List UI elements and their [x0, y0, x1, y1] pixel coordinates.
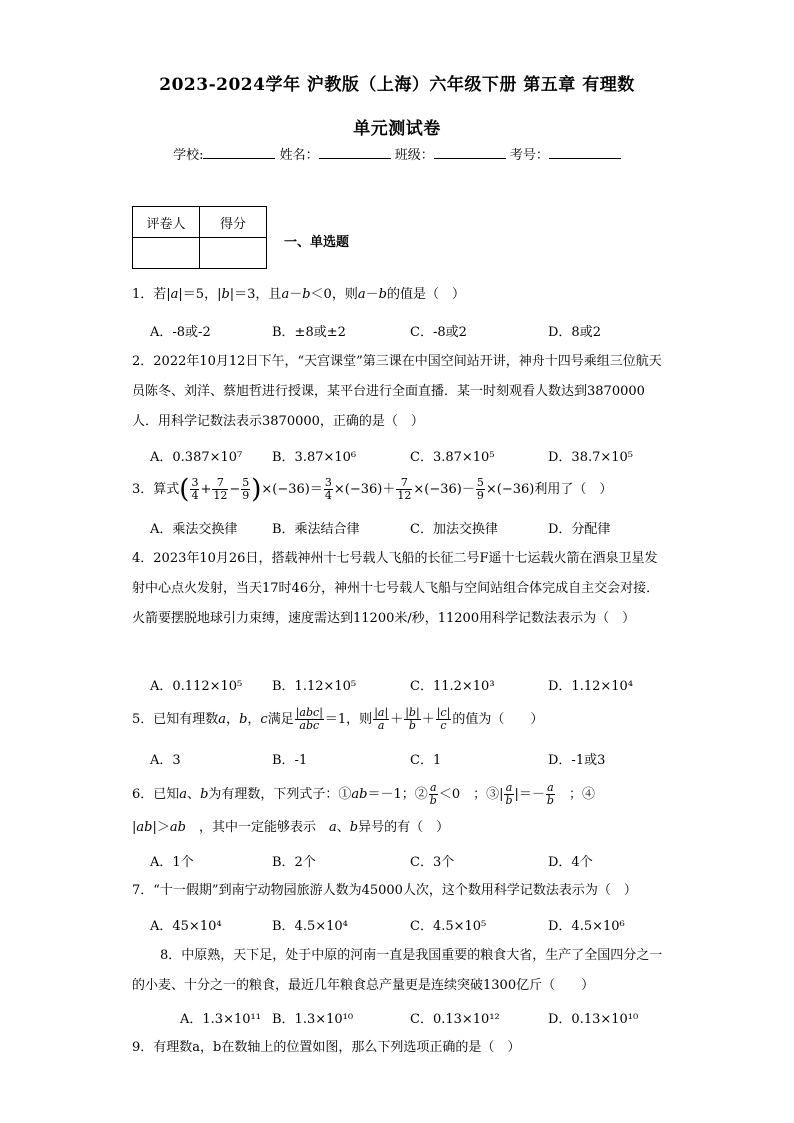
- student-info-line: [0, 144, 794, 163]
- option-c[interactable]: C．0.13×10¹²: [410, 1012, 500, 1027]
- page-subtitle: 单元测试卷: [353, 119, 441, 139]
- option-a[interactable]: A．45×10⁴: [150, 919, 222, 934]
- option-a[interactable]: A．乘法交换律: [150, 522, 238, 537]
- option-b[interactable]: B．1.3×10¹⁰: [272, 1012, 354, 1027]
- question-4-options: [150, 675, 670, 699]
- class-label: 班级：: [394, 148, 434, 163]
- question-7: 7．“十一假期”到南宁动物园旅游人数为45000人次，这个数用科学记数法表示为（ ）: [132, 883, 637, 898]
- question-2: 2．2022年10月12日下午，“天宫课堂”第三课在中国空间站开讲，神舟十四号乘组三位航天员陈冬、刘洋、蔡旭哲进行授课，某平台进行全面直播．某一时刻观看人数达到3870000人．用科学记数法表示3870000，正确的是（ ）: [132, 354, 662, 429]
- name-field[interactable]: [319, 146, 391, 159]
- option-a[interactable]: A．1.3×10¹¹: [180, 1012, 261, 1027]
- option-b[interactable]: B．乘法结合律: [272, 522, 360, 537]
- option-d[interactable]: D．-1或3: [548, 753, 606, 768]
- exam-no-label: 考号：: [509, 148, 549, 163]
- question-8: 8．中原熟，天下足，处于中原的河南一直是我国重要的粮食大省，生产了全国四分之一的小麦、十分之一的粮食，最近几年粮食总产量更是连续突破1300亿斤（ ）: [132, 948, 663, 993]
- option-c[interactable]: C．1: [410, 753, 442, 768]
- option-a[interactable]: A．1个: [150, 855, 194, 870]
- option-a[interactable]: A．-8或-2: [150, 325, 211, 340]
- page-title: 2023-2024学年 沪教版（上海）六年级下册 第五章 有理数: [159, 75, 635, 95]
- option-d[interactable]: D．分配律: [548, 522, 611, 537]
- option-a[interactable]: A．3: [150, 753, 181, 768]
- option-d[interactable]: D．1.12×10⁴: [548, 679, 634, 694]
- option-d[interactable]: D．4.5×10⁶: [548, 919, 625, 934]
- option-c[interactable]: C．加法交换律: [410, 522, 498, 537]
- question-2-options: [150, 446, 670, 470]
- option-b[interactable]: B．2个: [272, 855, 316, 870]
- school-field[interactable]: [203, 146, 275, 159]
- question-4: 4．2023年10月26日，搭载神州十七号载人飞船的长征二号F遥十七运载火箭在酒泉卫星发射中心点火发射，当天17时46分，神州十七号载人飞船与空间站组合体完成自主交会对接．火箭要摆脱地球引力束缚，速度需达到11200米/秒，11200用科学记数法表示为（ ）: [132, 551, 660, 626]
- name-label: 姓名：: [279, 148, 319, 163]
- option-b[interactable]: B．-1: [272, 753, 308, 768]
- question-3: 3．算式( $\frac{3}{4}$ + $\frac{7}{12}$ − $\frac{5}{9}$ )×(−36)＝ $\frac{3}{4}$ ×(−36)＋ $\frac{7}{12}$ ×(−36)－ $\frac{5}{9}$ ×(−36)利用了（ ）: [132, 474, 613, 505]
- exam-no-field[interactable]: [549, 146, 621, 159]
- school-label: 学校:: [173, 148, 204, 163]
- option-d[interactable]: D．8或2: [548, 325, 601, 340]
- question-7-options: [150, 915, 670, 939]
- question-1-options: [150, 321, 670, 345]
- option-d[interactable]: D．4个: [548, 855, 593, 870]
- question-9: 9．有理数a，b在数轴上的位置如图，那么下列选项正确的是（ ）: [132, 1040, 521, 1055]
- grader-cell[interactable]: [133, 238, 200, 269]
- option-c[interactable]: C．4.5×10⁵: [410, 919, 487, 934]
- score-cell[interactable]: [200, 238, 267, 269]
- section-title: 一、单选题: [284, 235, 350, 250]
- option-c[interactable]: C．3.87×10⁵: [410, 450, 495, 465]
- question-6: 6．已知a、b为有理数，下列式子：①ab＝－1；② $\frac{a}{b}$ ＜0 ；③| $\frac{a}{b}$ |＝－ $\frac{a}{b}$ ；④: [132, 781, 595, 807]
- class-field[interactable]: [434, 146, 506, 159]
- grader-header: 评卷人: [133, 207, 200, 238]
- question-6-cont: |ab|＞ab ，其中一定能够表示 a、b异号的有（ ）: [132, 820, 450, 835]
- option-b[interactable]: B．4.5×10⁴: [272, 919, 348, 934]
- question-5: 5．已知有理数a，b，c满足 $\frac{\text{|abc|}}{\text{abc}}$ ＝1，则 $\frac{|a|}{a}$ ＋ $\frac{|b|}{b}$ ＋ $\frac{|c|}{c}$ 的值为（ ）: [132, 706, 544, 732]
- question-3-options: [150, 518, 670, 542]
- question-5-options: [150, 749, 670, 773]
- option-c[interactable]: C．-8或2: [410, 325, 467, 340]
- option-a[interactable]: A．0.387×10⁷: [150, 450, 243, 465]
- score-table: [132, 206, 267, 269]
- question-6-options: [150, 851, 670, 875]
- option-d[interactable]: D．0.13×10¹⁰: [548, 1012, 639, 1027]
- question-1: 1．若|a|＝5，|b|＝3，且a－b＜0，则a－b的值是（ ）: [132, 287, 465, 302]
- question-8-options: [180, 1008, 700, 1032]
- option-c[interactable]: C．3个: [410, 855, 455, 870]
- option-c[interactable]: C．11.2×10³: [410, 679, 495, 694]
- option-b[interactable]: B．±8或±2: [272, 325, 346, 340]
- option-b[interactable]: B．1.12×10⁵: [272, 679, 357, 694]
- score-header: 得分: [200, 207, 267, 238]
- option-a[interactable]: A．0.112×10⁵: [150, 679, 243, 694]
- option-d[interactable]: D．38.7×10⁵: [548, 450, 634, 465]
- option-b[interactable]: B．3.87×10⁶: [272, 450, 357, 465]
